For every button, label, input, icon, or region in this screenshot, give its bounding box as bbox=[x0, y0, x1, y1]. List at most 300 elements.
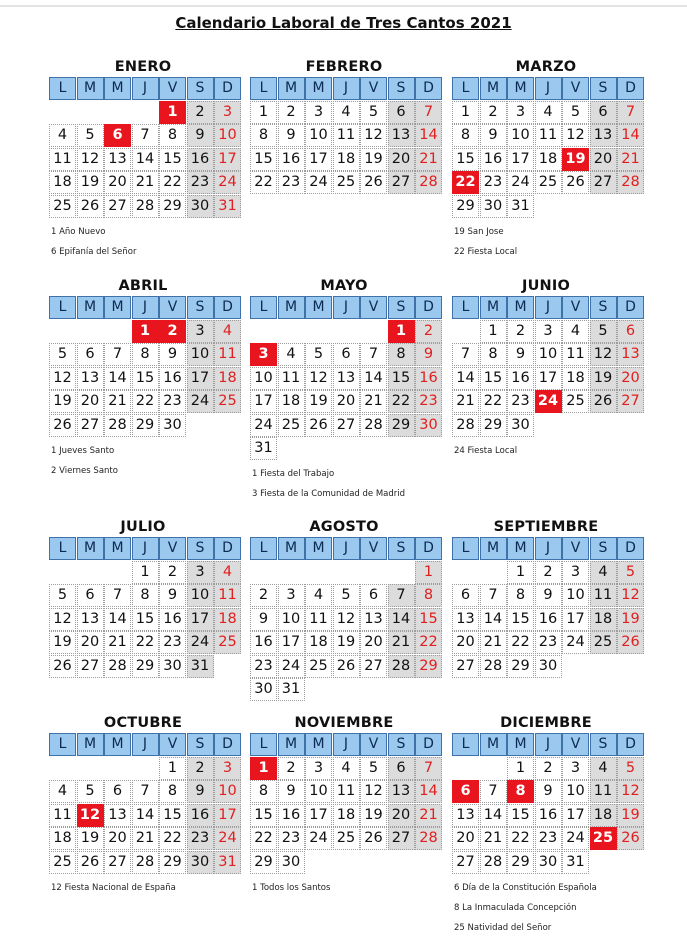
day-cell: 22 bbox=[388, 390, 415, 413]
day-cell: 26 bbox=[49, 655, 76, 678]
day-cell: 8 bbox=[452, 124, 479, 147]
day-cell: 30 bbox=[535, 851, 562, 874]
day-cell: 14 bbox=[104, 608, 131, 631]
day-cell: 24 bbox=[305, 827, 332, 850]
holiday-cell: 25 bbox=[590, 827, 617, 850]
day-cell: 21 bbox=[388, 631, 415, 654]
day-cell: 2 bbox=[535, 561, 562, 584]
day-cell: 31 bbox=[214, 195, 241, 218]
day-cell: 21 bbox=[360, 390, 387, 413]
day-cell: 21 bbox=[480, 631, 507, 654]
day-cell: 15 bbox=[415, 608, 442, 631]
day-cell: 2 bbox=[480, 101, 507, 124]
weekday-header: S bbox=[187, 296, 214, 319]
weekday-header: M bbox=[305, 537, 332, 560]
day-cell: 13 bbox=[77, 367, 104, 390]
day-cell: 29 bbox=[507, 851, 534, 874]
day-cell: 11 bbox=[214, 343, 241, 366]
day-cell: 8 bbox=[250, 124, 277, 147]
weekday-header: D bbox=[617, 296, 644, 319]
day-cell: 17 bbox=[562, 804, 589, 827]
weekday-header: V bbox=[562, 537, 589, 560]
day-cell: 11 bbox=[535, 124, 562, 147]
weekday-header: L bbox=[250, 733, 277, 756]
day-cell: 11 bbox=[590, 780, 617, 803]
day-cell: 6 bbox=[333, 343, 360, 366]
day-cell: 9 bbox=[159, 584, 186, 607]
day-cell: 7 bbox=[104, 343, 131, 366]
day-cell: 26 bbox=[617, 827, 644, 850]
day-cell: 15 bbox=[132, 367, 159, 390]
day-cell: 24 bbox=[214, 171, 241, 194]
day-cell: 13 bbox=[333, 367, 360, 390]
day-cell: 27 bbox=[333, 414, 360, 437]
weekday-header: V bbox=[159, 296, 186, 319]
day-cell: 1 bbox=[507, 561, 534, 584]
day-cell: 25 bbox=[305, 655, 332, 678]
weekday-header: V bbox=[159, 77, 186, 100]
weekday-header: L bbox=[49, 77, 76, 100]
day-cell: 28 bbox=[480, 655, 507, 678]
weekday-header: M bbox=[480, 296, 507, 319]
day-cell: 3 bbox=[214, 757, 241, 780]
holiday-note: 6 Día de la Constitución Española bbox=[454, 882, 597, 893]
weekday-header: L bbox=[49, 733, 76, 756]
weekday-header: S bbox=[388, 537, 415, 560]
day-cell: 20 bbox=[590, 148, 617, 171]
day-cell: 24 bbox=[507, 171, 534, 194]
day-cell: 10 bbox=[187, 584, 214, 607]
day-cell: 12 bbox=[360, 124, 387, 147]
day-cell: 30 bbox=[187, 195, 214, 218]
day-cell: 5 bbox=[333, 584, 360, 607]
day-cell: 29 bbox=[159, 851, 186, 874]
holiday-notes bbox=[252, 467, 438, 507]
month-grid bbox=[452, 733, 640, 874]
month-grid bbox=[250, 537, 438, 701]
day-cell: 1 bbox=[415, 561, 442, 584]
day-cell: 15 bbox=[159, 148, 186, 171]
day-cell: 3 bbox=[187, 561, 214, 584]
month-name: AGOSTO bbox=[309, 519, 379, 535]
day-cell: 31 bbox=[250, 437, 277, 460]
day-cell: 26 bbox=[590, 390, 617, 413]
day-cell: 10 bbox=[562, 780, 589, 803]
top-divider bbox=[0, 5, 687, 7]
day-cell: 13 bbox=[388, 780, 415, 803]
day-cell: 2 bbox=[278, 101, 305, 124]
month-name: ABRIL bbox=[118, 278, 168, 294]
month-mayo bbox=[250, 277, 438, 507]
holiday-note: 24 Fiesta Local bbox=[454, 445, 518, 456]
holiday-cell: 19 bbox=[562, 148, 589, 171]
month-name: FEBRERO bbox=[305, 59, 383, 75]
weekday-header: M bbox=[507, 537, 534, 560]
day-cell: 12 bbox=[617, 584, 644, 607]
day-cell: 9 bbox=[507, 343, 534, 366]
day-cell: 31 bbox=[278, 678, 305, 701]
day-cell: 19 bbox=[305, 390, 332, 413]
holiday-note: 1 Jueves Santo bbox=[51, 445, 115, 456]
weekday-header: M bbox=[480, 733, 507, 756]
day-cell: 27 bbox=[590, 171, 617, 194]
day-cell: 24 bbox=[305, 171, 332, 194]
day-cell: 19 bbox=[77, 171, 104, 194]
month-grid bbox=[49, 77, 237, 218]
month-marzo bbox=[452, 58, 640, 265]
month-grid bbox=[250, 296, 438, 460]
day-cell: 17 bbox=[305, 148, 332, 171]
day-cell: 26 bbox=[360, 171, 387, 194]
day-cell: 28 bbox=[415, 827, 442, 850]
day-cell: 24 bbox=[562, 827, 589, 850]
day-cell: 2 bbox=[250, 584, 277, 607]
day-cell: 14 bbox=[132, 804, 159, 827]
day-cell: 16 bbox=[535, 804, 562, 827]
day-cell: 7 bbox=[415, 757, 442, 780]
weekday-header: D bbox=[214, 77, 241, 100]
day-cell: 29 bbox=[250, 851, 277, 874]
month-grid bbox=[49, 296, 237, 437]
month-agosto bbox=[250, 518, 438, 701]
day-cell: 9 bbox=[278, 124, 305, 147]
weekday-header: J bbox=[132, 537, 159, 560]
day-cell: 3 bbox=[305, 757, 332, 780]
day-cell: 8 bbox=[480, 343, 507, 366]
day-cell: 20 bbox=[104, 827, 131, 850]
day-cell: 2 bbox=[278, 757, 305, 780]
day-cell: 4 bbox=[214, 561, 241, 584]
day-cell: 16 bbox=[480, 148, 507, 171]
day-cell: 3 bbox=[535, 320, 562, 343]
day-cell: 21 bbox=[132, 827, 159, 850]
day-cell: 4 bbox=[305, 584, 332, 607]
day-cell: 17 bbox=[535, 367, 562, 390]
weekday-header: M bbox=[278, 296, 305, 319]
day-cell: 23 bbox=[535, 631, 562, 654]
day-cell: 28 bbox=[104, 655, 131, 678]
day-cell: 25 bbox=[49, 851, 76, 874]
day-cell: 3 bbox=[214, 101, 241, 124]
weekday-header: J bbox=[333, 296, 360, 319]
month-grid bbox=[250, 77, 438, 194]
day-cell: 14 bbox=[415, 780, 442, 803]
weekday-header: M bbox=[305, 296, 332, 319]
day-cell: 3 bbox=[562, 561, 589, 584]
day-cell: 29 bbox=[507, 655, 534, 678]
day-cell: 9 bbox=[187, 780, 214, 803]
day-cell: 13 bbox=[104, 148, 131, 171]
day-cell: 22 bbox=[132, 390, 159, 413]
weekday-header: J bbox=[333, 733, 360, 756]
day-cell: 1 bbox=[132, 561, 159, 584]
weekday-header: S bbox=[187, 537, 214, 560]
weekday-header: V bbox=[562, 733, 589, 756]
day-cell: 10 bbox=[278, 608, 305, 631]
day-cell: 30 bbox=[187, 851, 214, 874]
day-cell: 28 bbox=[480, 851, 507, 874]
day-cell: 12 bbox=[305, 367, 332, 390]
month-junio bbox=[452, 277, 640, 464]
day-cell: 6 bbox=[77, 584, 104, 607]
month-name: JULIO bbox=[120, 519, 166, 535]
day-cell: 12 bbox=[360, 780, 387, 803]
day-cell: 13 bbox=[77, 608, 104, 631]
day-cell: 18 bbox=[590, 804, 617, 827]
day-cell: 18 bbox=[49, 827, 76, 850]
day-cell: 20 bbox=[388, 148, 415, 171]
month-diciembre bbox=[452, 714, 640, 941]
weekday-header: M bbox=[305, 733, 332, 756]
day-cell: 20 bbox=[360, 631, 387, 654]
day-cell: 23 bbox=[278, 171, 305, 194]
weekday-header: L bbox=[452, 296, 479, 319]
weekday-header: L bbox=[452, 733, 479, 756]
weekday-header: M bbox=[77, 77, 104, 100]
weekday-header: V bbox=[159, 733, 186, 756]
weekday-header: D bbox=[214, 733, 241, 756]
day-cell: 18 bbox=[278, 390, 305, 413]
weekday-header: M bbox=[480, 537, 507, 560]
day-cell: 11 bbox=[333, 124, 360, 147]
day-cell: 15 bbox=[507, 608, 534, 631]
day-cell: 24 bbox=[250, 414, 277, 437]
day-cell: 23 bbox=[159, 390, 186, 413]
day-cell: 19 bbox=[333, 631, 360, 654]
day-cell: 23 bbox=[159, 631, 186, 654]
day-cell: 27 bbox=[452, 851, 479, 874]
day-cell: 4 bbox=[214, 320, 241, 343]
day-cell: 22 bbox=[415, 631, 442, 654]
weekday-header: M bbox=[507, 77, 534, 100]
day-cell: 18 bbox=[214, 608, 241, 631]
day-cell: 17 bbox=[214, 148, 241, 171]
day-cell: 15 bbox=[250, 148, 277, 171]
day-cell: 16 bbox=[415, 367, 442, 390]
month-julio bbox=[49, 518, 237, 678]
day-cell: 7 bbox=[480, 780, 507, 803]
day-cell: 4 bbox=[562, 320, 589, 343]
holiday-cell: 6 bbox=[104, 124, 131, 147]
day-cell: 12 bbox=[49, 367, 76, 390]
day-cell: 28 bbox=[104, 414, 131, 437]
weekday-header: J bbox=[333, 537, 360, 560]
day-cell: 30 bbox=[159, 414, 186, 437]
day-cell: 11 bbox=[278, 367, 305, 390]
holiday-note: 6 Epifanía del Señor bbox=[51, 246, 137, 257]
day-cell: 27 bbox=[452, 655, 479, 678]
weekday-header: J bbox=[132, 77, 159, 100]
day-cell: 16 bbox=[535, 608, 562, 631]
day-cell: 10 bbox=[250, 367, 277, 390]
day-cell: 3 bbox=[278, 584, 305, 607]
weekday-header: M bbox=[77, 537, 104, 560]
day-cell: 16 bbox=[159, 608, 186, 631]
day-cell: 19 bbox=[360, 804, 387, 827]
day-cell: 5 bbox=[590, 320, 617, 343]
day-cell: 21 bbox=[132, 171, 159, 194]
day-cell: 14 bbox=[480, 608, 507, 631]
day-cell: 25 bbox=[49, 195, 76, 218]
day-cell: 12 bbox=[49, 608, 76, 631]
day-cell: 28 bbox=[617, 171, 644, 194]
day-cell: 13 bbox=[590, 124, 617, 147]
day-cell: 16 bbox=[278, 804, 305, 827]
weekday-header: M bbox=[480, 77, 507, 100]
day-cell: 22 bbox=[250, 827, 277, 850]
month-grid bbox=[49, 537, 237, 678]
month-grid bbox=[452, 77, 640, 218]
day-cell: 6 bbox=[388, 101, 415, 124]
day-cell: 15 bbox=[507, 804, 534, 827]
day-cell: 12 bbox=[333, 608, 360, 631]
weekday-header: M bbox=[507, 733, 534, 756]
holiday-cell: 1 bbox=[250, 757, 277, 780]
day-cell: 1 bbox=[480, 320, 507, 343]
weekday-header: J bbox=[535, 296, 562, 319]
day-cell: 8 bbox=[132, 584, 159, 607]
weekday-header: D bbox=[617, 537, 644, 560]
day-cell: 9 bbox=[535, 780, 562, 803]
day-cell: 10 bbox=[507, 124, 534, 147]
weekday-header: L bbox=[49, 537, 76, 560]
day-cell: 1 bbox=[159, 757, 186, 780]
day-cell: 20 bbox=[617, 367, 644, 390]
day-cell: 22 bbox=[250, 171, 277, 194]
day-cell: 3 bbox=[305, 101, 332, 124]
day-cell: 27 bbox=[388, 171, 415, 194]
day-cell: 23 bbox=[480, 171, 507, 194]
day-cell: 9 bbox=[250, 608, 277, 631]
day-cell: 11 bbox=[49, 804, 76, 827]
day-cell: 21 bbox=[415, 148, 442, 171]
day-cell: 29 bbox=[480, 414, 507, 437]
day-cell: 16 bbox=[250, 631, 277, 654]
day-cell: 4 bbox=[590, 757, 617, 780]
weekday-header: M bbox=[77, 296, 104, 319]
day-cell: 19 bbox=[360, 148, 387, 171]
day-cell: 5 bbox=[360, 757, 387, 780]
day-cell: 10 bbox=[187, 343, 214, 366]
day-cell: 8 bbox=[415, 584, 442, 607]
day-cell: 6 bbox=[104, 780, 131, 803]
weekday-header: M bbox=[305, 77, 332, 100]
weekday-header: D bbox=[415, 77, 442, 100]
day-cell: 19 bbox=[617, 608, 644, 631]
day-cell: 24 bbox=[214, 827, 241, 850]
day-cell: 17 bbox=[214, 804, 241, 827]
weekday-header: V bbox=[159, 537, 186, 560]
day-cell: 5 bbox=[617, 757, 644, 780]
month-enero bbox=[49, 58, 237, 265]
day-cell: 16 bbox=[159, 367, 186, 390]
day-cell: 20 bbox=[104, 171, 131, 194]
day-cell: 27 bbox=[104, 195, 131, 218]
day-cell: 13 bbox=[452, 804, 479, 827]
weekday-header: M bbox=[104, 296, 131, 319]
page-title: Calendario Laboral de Tres Cantos 2021 bbox=[175, 14, 512, 32]
holiday-notes bbox=[252, 881, 438, 901]
day-cell: 1 bbox=[452, 101, 479, 124]
holiday-note: 1 Año Nuevo bbox=[51, 226, 106, 237]
weekday-header: D bbox=[617, 733, 644, 756]
holiday-notes bbox=[51, 225, 237, 265]
day-cell: 7 bbox=[388, 584, 415, 607]
day-cell: 16 bbox=[187, 804, 214, 827]
month-grid bbox=[49, 733, 237, 874]
holiday-cell: 2 bbox=[159, 320, 186, 343]
day-cell: 23 bbox=[535, 827, 562, 850]
day-cell: 22 bbox=[132, 631, 159, 654]
weekday-header: J bbox=[132, 733, 159, 756]
weekday-header: M bbox=[77, 733, 104, 756]
holiday-notes bbox=[454, 881, 640, 941]
day-cell: 8 bbox=[159, 124, 186, 147]
holiday-note: 2 Viernes Santo bbox=[51, 465, 118, 476]
day-cell: 18 bbox=[562, 367, 589, 390]
day-cell: 19 bbox=[617, 804, 644, 827]
day-cell: 10 bbox=[305, 780, 332, 803]
day-cell: 13 bbox=[617, 343, 644, 366]
holiday-notes bbox=[51, 444, 237, 484]
holiday-notes bbox=[454, 225, 640, 265]
day-cell: 8 bbox=[388, 343, 415, 366]
day-cell: 26 bbox=[77, 851, 104, 874]
day-cell: 15 bbox=[388, 367, 415, 390]
day-cell: 19 bbox=[49, 390, 76, 413]
day-cell: 17 bbox=[278, 631, 305, 654]
day-cell: 29 bbox=[159, 195, 186, 218]
day-cell: 28 bbox=[360, 414, 387, 437]
day-cell: 26 bbox=[333, 655, 360, 678]
day-cell: 30 bbox=[278, 851, 305, 874]
day-cell: 7 bbox=[452, 343, 479, 366]
day-cell: 8 bbox=[507, 584, 534, 607]
day-cell: 30 bbox=[535, 655, 562, 678]
month-grid bbox=[250, 733, 438, 874]
day-cell: 25 bbox=[333, 827, 360, 850]
holiday-note: 8 La Inmaculada Concepción bbox=[454, 902, 577, 913]
holiday-notes bbox=[51, 881, 237, 901]
weekday-header: J bbox=[132, 296, 159, 319]
day-cell: 19 bbox=[49, 631, 76, 654]
holiday-note: 22 Fiesta Local bbox=[454, 246, 518, 257]
day-cell: 23 bbox=[507, 390, 534, 413]
day-cell: 15 bbox=[250, 804, 277, 827]
day-cell: 8 bbox=[132, 343, 159, 366]
day-cell: 4 bbox=[333, 101, 360, 124]
day-cell: 15 bbox=[480, 367, 507, 390]
holiday-cell: 24 bbox=[535, 390, 562, 413]
holiday-cell: 12 bbox=[77, 804, 104, 827]
day-cell: 14 bbox=[104, 367, 131, 390]
month-name: MARZO bbox=[515, 59, 577, 75]
day-cell: 7 bbox=[132, 124, 159, 147]
day-cell: 28 bbox=[452, 414, 479, 437]
day-cell: 21 bbox=[415, 804, 442, 827]
day-cell: 14 bbox=[480, 804, 507, 827]
day-cell: 7 bbox=[617, 101, 644, 124]
month-name: MAYO bbox=[320, 278, 368, 294]
day-cell: 11 bbox=[333, 780, 360, 803]
weekday-header: M bbox=[278, 77, 305, 100]
day-cell: 12 bbox=[77, 148, 104, 171]
day-cell: 27 bbox=[77, 655, 104, 678]
day-cell: 26 bbox=[305, 414, 332, 437]
weekday-header: M bbox=[104, 733, 131, 756]
day-cell: 9 bbox=[159, 343, 186, 366]
holiday-cell: 1 bbox=[132, 320, 159, 343]
